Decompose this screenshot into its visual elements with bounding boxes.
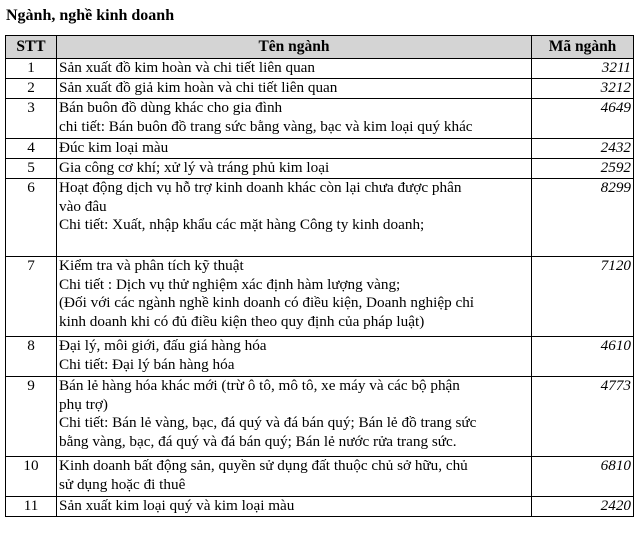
industry-code: 2420 (532, 497, 634, 517)
table-row (6, 377, 634, 457)
header-stt: STT (6, 36, 57, 59)
industry-code: 4649 (532, 99, 634, 139)
business-lines-table (5, 35, 634, 517)
table-row (6, 99, 634, 139)
industry-name-line: vào đâu (59, 197, 107, 215)
industry-name-line: Chi tiết : Dịch vụ thử nghiệm xác định hàm lượng vàng; (59, 275, 401, 293)
industry-name-line: sử dụng hoặc đi thuê (59, 475, 186, 493)
industry-code: 2592 (532, 159, 634, 179)
industry-name-line: Hoạt động dịch vụ hỗ trợ kinh doanh khác còn lại chưa được phân (59, 179, 462, 196)
industry-name-cell (57, 179, 532, 257)
row-number: 5 (6, 159, 57, 179)
table-header-row (6, 36, 634, 59)
table-row (6, 159, 634, 179)
industry-name-cell (57, 79, 532, 99)
section-heading: Ngành, nghề kinh doanh (6, 7, 175, 24)
header-industry-code: Mã ngành (532, 36, 634, 59)
table-row (6, 337, 634, 377)
industry-code: 3211 (532, 59, 634, 79)
table-row (6, 457, 634, 497)
table-row (6, 179, 634, 257)
industry-name-cell (57, 497, 532, 517)
table-row (6, 79, 634, 99)
row-number: 2 (6, 79, 57, 99)
row-number: 8 (6, 337, 57, 377)
industry-code: 6810 (532, 457, 634, 497)
industry-name-line: kinh doanh khi có đủ điều kiện theo quy định của pháp luật) (59, 312, 425, 330)
industry-name-line: Bán buôn đồ dùng khác cho gia đình (59, 99, 283, 116)
industry-code: 4773 (532, 377, 634, 457)
row-number: 1 (6, 59, 57, 79)
industry-name-line: bằng vàng, bạc, đá quý và đá bán quý; Bán lẻ nước rửa trang sức. (59, 432, 457, 450)
industry-name-line: Đại lý, môi giới, đấu giá hàng hóa (59, 337, 267, 354)
industry-name-cell (57, 257, 532, 337)
industry-name-line: Chi tiết: Xuất, nhập khẩu các mặt hàng Công ty kinh doanh; (59, 216, 425, 233)
industry-code: 8299 (532, 179, 634, 257)
table-row (6, 139, 634, 159)
industry-name-line: Đúc kim loại màu (59, 139, 169, 156)
industry-name-cell (57, 159, 532, 179)
industry-code: 2432 (532, 139, 634, 159)
industry-name-line: Kiểm tra và phân tích kỹ thuật (59, 257, 244, 274)
header-industry-name: Tên ngành (57, 36, 532, 59)
row-number: 6 (6, 179, 57, 257)
row-number: 11 (6, 497, 57, 517)
industry-name-cell (57, 337, 532, 377)
table-row (6, 257, 634, 337)
row-number: 4 (6, 139, 57, 159)
industry-name-line: Chi tiết: Đại lý bán hàng hóa (59, 355, 235, 373)
industry-name-line: (Đối với các ngành nghề kinh doanh có điều kiện, Doanh nghiệp chỉ (59, 294, 475, 311)
industry-name-line: phụ trợ) (59, 395, 108, 413)
row-number: 3 (6, 99, 57, 139)
industry-name-cell (57, 457, 532, 497)
industry-name-line: Kinh doanh bất động sản, quyền sử dụng đất thuộc chủ sở hữu, chủ (59, 457, 468, 474)
industry-name-cell (57, 139, 532, 159)
industry-name-line: Sản xuất đồ giả kim hoàn và chi tiết liên quan (59, 79, 338, 96)
industry-name-line: Sản xuất đồ kim hoàn và chi tiết liên quan (59, 59, 316, 76)
industry-name-line: Gia công cơ khí; xử lý và tráng phủ kim loại (59, 159, 330, 176)
industry-name-cell (57, 99, 532, 139)
industry-name-cell (57, 377, 532, 457)
row-number: 10 (6, 457, 57, 497)
industry-name-line: Sản xuất kim loại quý và kim loại màu (59, 497, 295, 514)
industry-name-cell (57, 59, 532, 79)
industry-code: 7120 (532, 257, 634, 337)
table-row (6, 497, 634, 517)
industry-name-line: Chi tiết: Bán lẻ vàng, bạc, đá quý và đá bán quý; Bán lẻ đồ trang sức (59, 414, 477, 431)
table-row (6, 59, 634, 79)
row-number: 9 (6, 377, 57, 457)
industry-name-line: chi tiết: Bán buôn đồ trang sức bằng vàng, bạc và kim loại quý khác (59, 117, 473, 135)
industry-name-line: Bán lẻ hàng hóa khác mới (trừ ô tô, mô tô, xe máy và các bộ phận (59, 377, 460, 394)
industry-code: 4610 (532, 337, 634, 377)
row-number: 7 (6, 257, 57, 337)
industry-code: 3212 (532, 79, 634, 99)
